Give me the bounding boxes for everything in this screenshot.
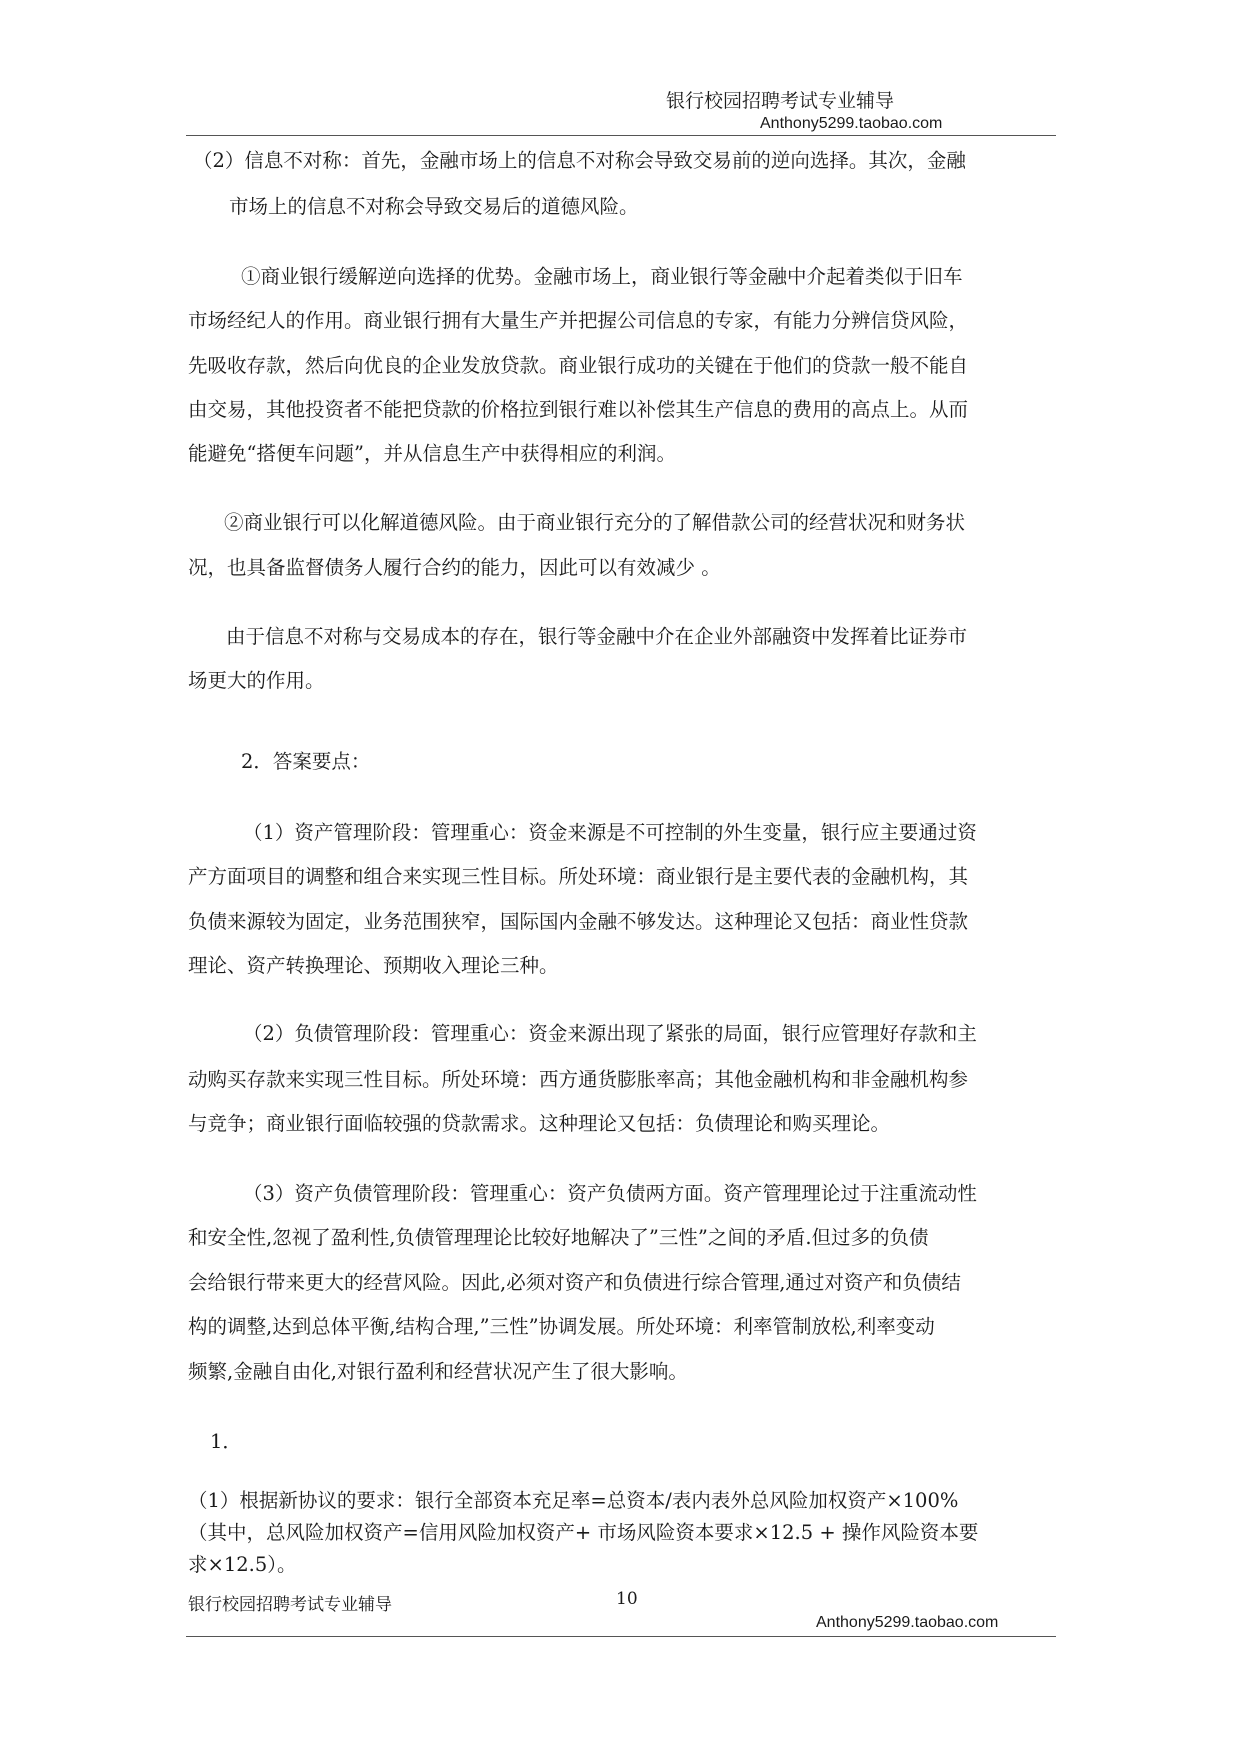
body-line: （2）信息不对称：首先，金融市场上的信息不对称会导致交易前的逆向选择。其次，金融 bbox=[193, 149, 966, 172]
body-line: （其中，总风险加权资产=信用风险加权资产+ 市场风险资本要求×12.5 + 操作风险资本要 bbox=[188, 1521, 979, 1544]
body-line: 场更大的作用。 bbox=[188, 669, 325, 692]
header-rule bbox=[186, 135, 1056, 136]
body-line: 市场上的信息不对称会导致交易后的道德风险。 bbox=[229, 195, 639, 218]
body-line: 动购买存款来实现三性目标。所处环境：西方通货膨胀率高；其他金融机构和非金融机构参 bbox=[188, 1068, 969, 1091]
body-line: 1． bbox=[210, 1430, 242, 1453]
body-line: （2）负债管理阶段：管理重心：资金来源出现了紧张的局面，银行应管理好存款和主 bbox=[243, 1022, 977, 1045]
body-line: 况，也具备监督债务人履行合约的能力，因此可以有效减少 。 bbox=[188, 556, 721, 579]
footer-title: 银行校园招聘考试专业辅导 bbox=[188, 1595, 392, 1615]
body-line: ②商业银行可以化解道德风险。由于商业银行充分的了解借款公司的经营状况和财务状 bbox=[224, 511, 966, 534]
body-line: ①商业银行缓解逆向选择的优势。金融市场上，商业银行等金融中介起着类似于旧车 bbox=[241, 265, 963, 288]
body-line: 频繁,金融自由化,对银行盈利和经营状况产生了很大影响。 bbox=[188, 1360, 688, 1383]
body-line: 负债来源较为固定，业务范围狭窄，国际国内金融不够发达。这种理论又包括：商业性贷款 bbox=[188, 910, 969, 933]
body-line: （1）根据新协议的要求：银行全部资本充足率=总资本/表内表外总风险加权资产×100% bbox=[188, 1489, 959, 1512]
header-title: 银行校园招聘考试专业辅导 bbox=[666, 90, 895, 112]
body-line: 能避免“搭便车问题”，并从信息生产中获得相应的利润。 bbox=[188, 442, 676, 465]
header-url: Anthony5299.taobao.com bbox=[760, 115, 943, 132]
body-line: 会给银行带来更大的经营风险。因此,必须对资产和负债进行综合管理,通过对资产和负债结 bbox=[188, 1271, 961, 1294]
body-line: 理论、资产转换理论、预期收入理论三种。 bbox=[188, 954, 559, 977]
body-line: 先吸收存款，然后向优良的企业发放贷款。商业银行成功的关键在于他们的贷款一般不能自 bbox=[188, 354, 969, 377]
body-line: 产方面项目的调整和组合来实现三性目标。所处环境：商业银行是主要代表的金融机构，其 bbox=[188, 865, 969, 888]
body-line: 由于信息不对称与交易成本的存在，银行等金融中介在企业外部融资中发挥着比证券市 bbox=[226, 625, 968, 648]
body-line: 由交易，其他投资者不能把贷款的价格拉到银行难以补偿其生产信息的费用的高点上。从而 bbox=[188, 398, 969, 421]
body-line: 与竞争；商业银行面临较强的贷款需求。这种理论又包括：负债理论和购买理论。 bbox=[188, 1112, 891, 1135]
footer-url: Anthony5299.taobao.com bbox=[816, 1614, 999, 1631]
body-line: 2．答案要点： bbox=[241, 750, 371, 773]
page-number: 10 bbox=[616, 1589, 638, 1609]
footer-rule bbox=[186, 1636, 1056, 1637]
body-line: （3）资产负债管理阶段：管理重心：资产负债两方面。资产管理理论过于注重流动性 bbox=[243, 1182, 977, 1205]
body-line: 市场经纪人的作用。商业银行拥有大量生产并把握公司信息的专家，有能力分辨信贷风险， bbox=[188, 309, 969, 332]
body-line: 和安全性,忽视了盈利性,负债管理理论比较好地解决了”三性”之间的矛盾.但过多的负债 bbox=[188, 1226, 929, 1249]
body-line: 求×12.5）。 bbox=[188, 1553, 297, 1576]
body-line: 构的调整,达到总体平衡,结构合理,”三性”协调发展。所处环境：利率管制放松,利率变动 bbox=[188, 1315, 935, 1338]
body-line: （1）资产管理阶段：管理重心：资金来源是不可控制的外生变量，银行应主要通过资 bbox=[243, 821, 977, 844]
